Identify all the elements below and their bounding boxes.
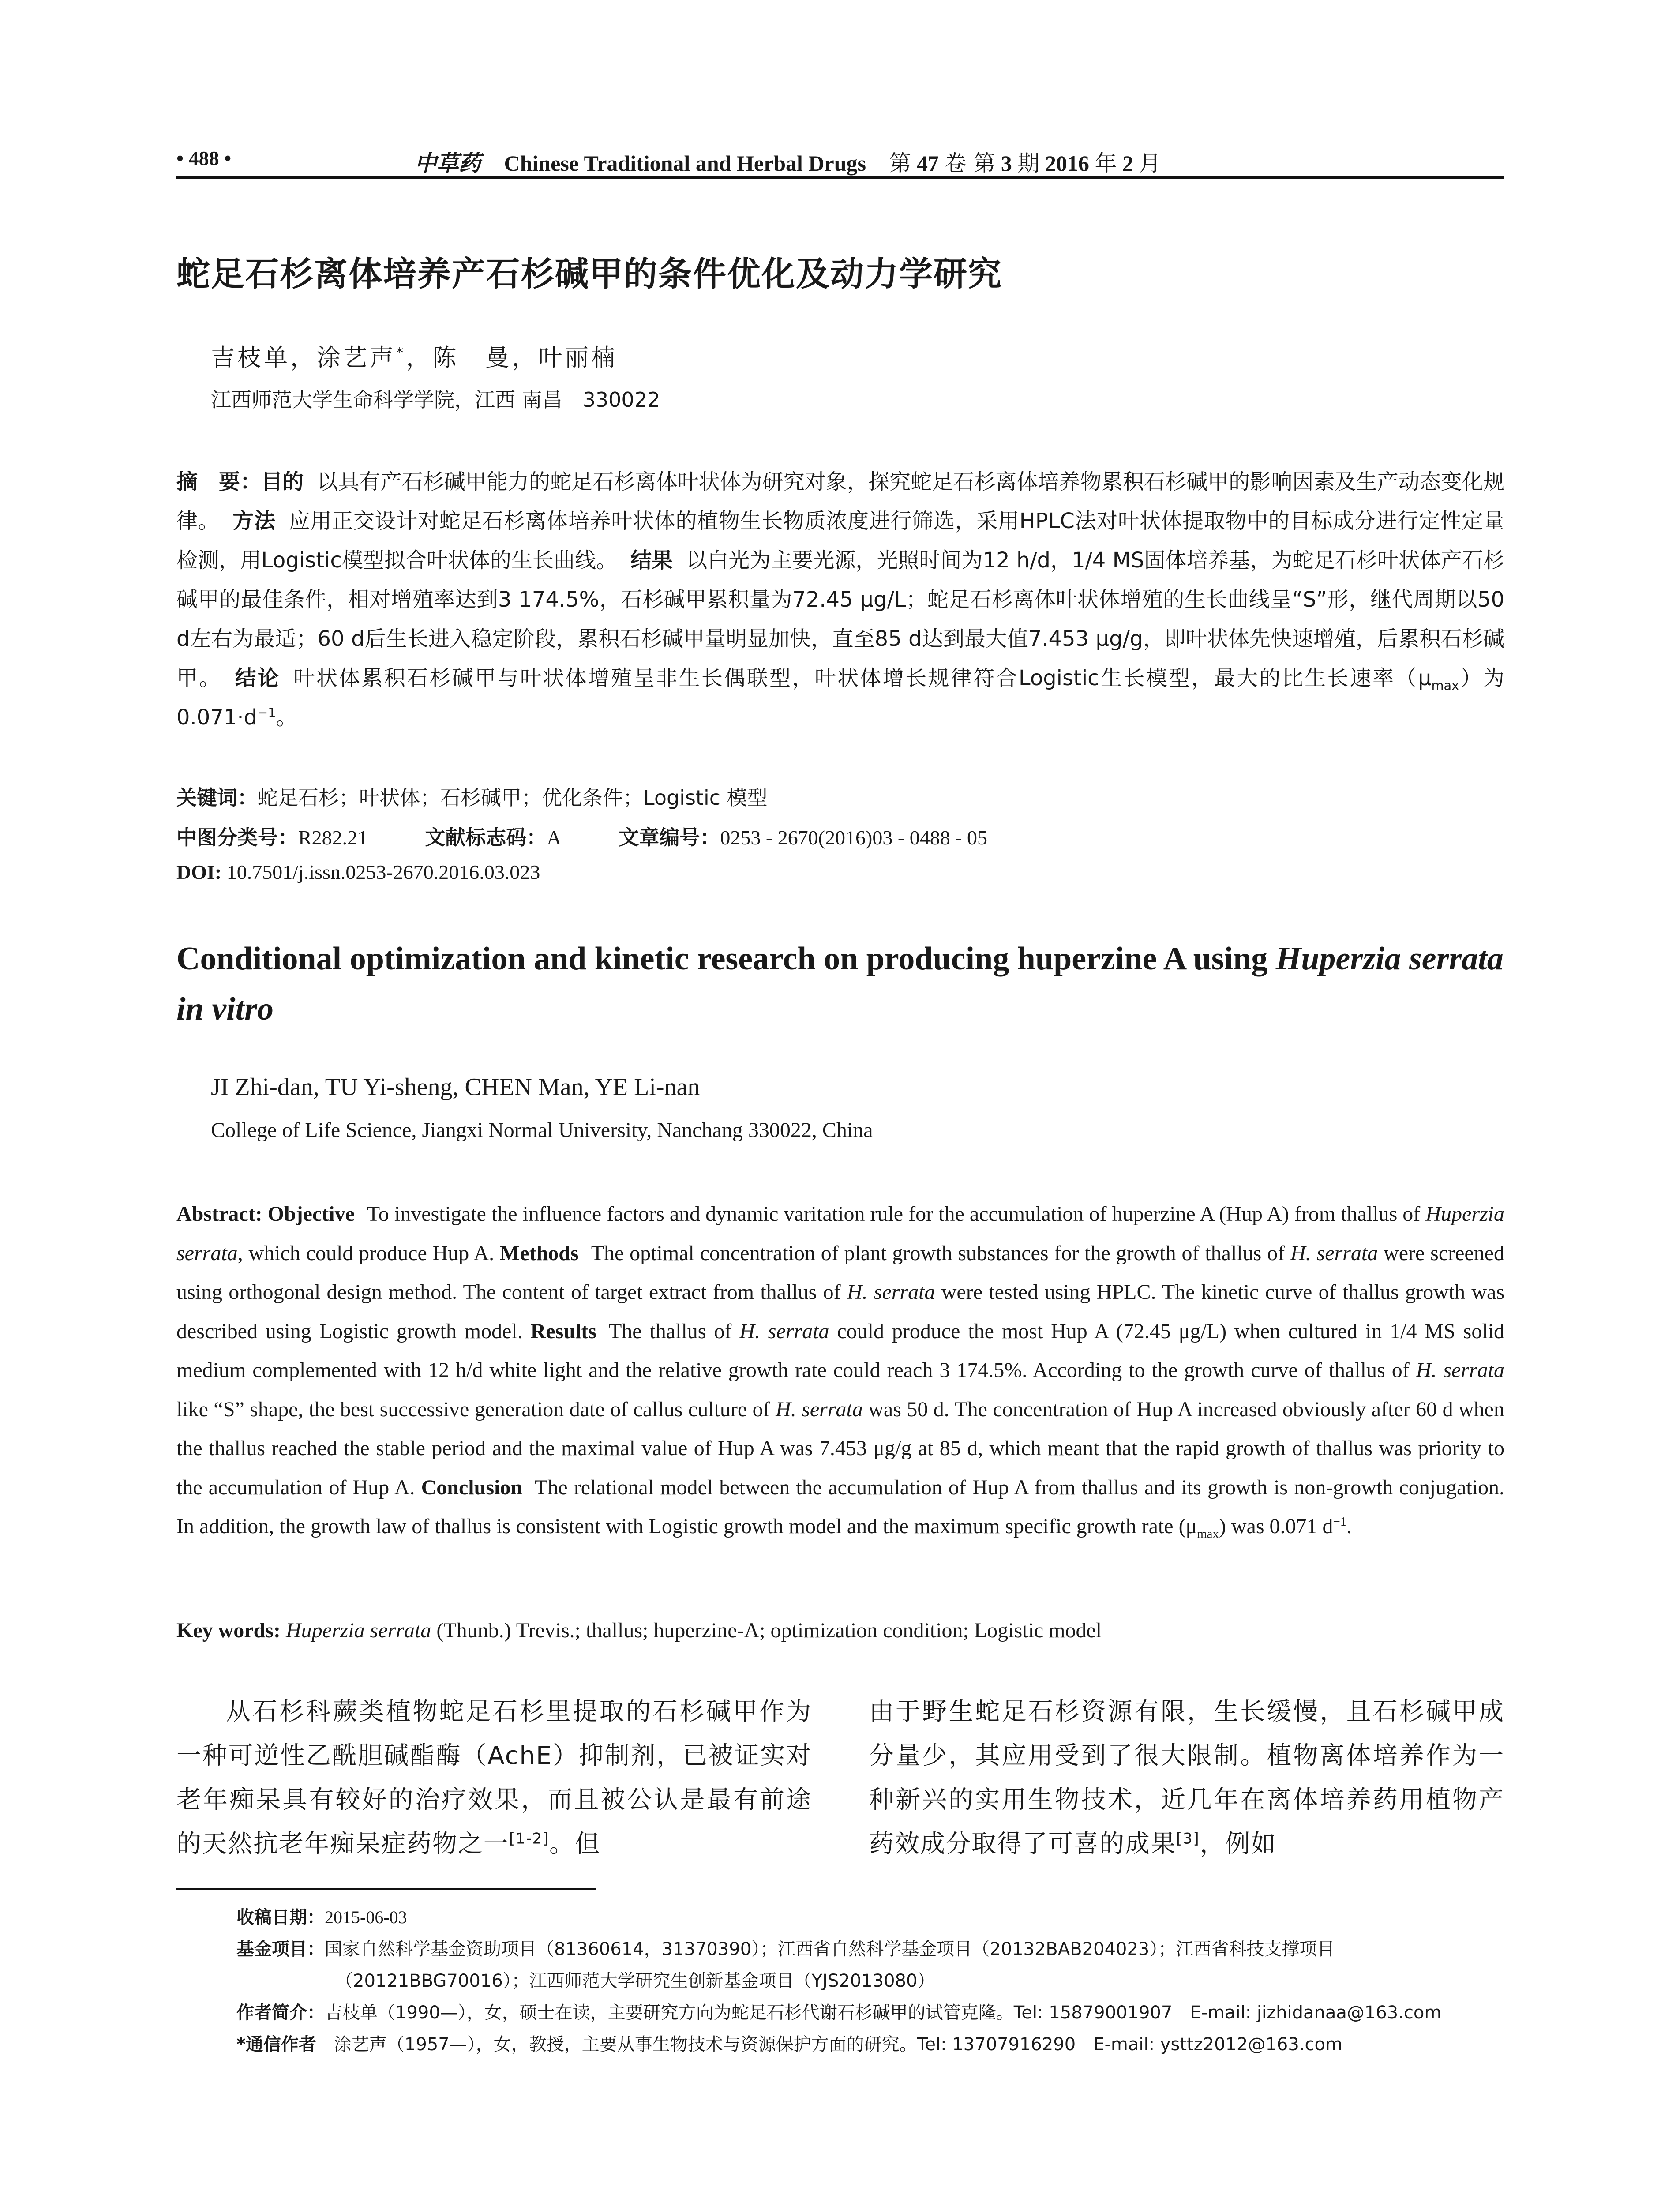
journal-logo: 中草药 — [415, 150, 481, 176]
footnote-received: 收稿日期：2015-06-03 — [236, 1907, 407, 1928]
english-keywords: Key words: Huperzia serrata (Thunb.) Trevis.; thallus; huperzine-A; optimization condition; Logistic model — [176, 1619, 1102, 1642]
abstract-label: 摘 要： — [176, 469, 262, 494]
chinese-affiliation: 江西师范大学生命科学学院，江西 南昌 330022 — [211, 388, 660, 412]
chinese-title: 蛇足石杉离体培养产石杉碱甲的条件优化及动力学研究 — [176, 254, 1002, 293]
body-column-right: 由于野生蛇足石杉资源有限，生长缓慢，且石杉碱甲成分量少，其应用受到了很大限制。植物离体培养作为一种新兴的实用生物技术，近几年在离体培养药用植物产药效成分取得了可喜的成果[3]，例如 — [869, 1697, 1504, 1858]
english-authors: JI Zhi-dan, TU Yi-sheng, CHEN Man, YE Li-nan — [211, 1073, 700, 1101]
english-title: Conditional optimization and kinetic research on producing huperzine A using Huperzia serrata in vitro — [176, 941, 1504, 1027]
chinese-authors: 吉枝单，涂艺声*，陈 曼，叶丽楠 — [211, 344, 618, 371]
english-abstract: Abstract: Objective To investigate the influence factors and dynamic varitation rule for the accumulation of huperzine A (Hup A) from thallus of Huperzia serrata, which could produce Hup A. Methods The optimal concentration of plant growth substances for the growth of thallus of H. serrata were screened using orthogonal design method. The content of target extract from thallus of H. serrata were tested using HPLC. The kinetic curve of thallus growth was described using Logistic growth model. Results The thallus of H. serrata could produce the most Hup A (72.45 μg/L) when cultured in 1/4 MS solid medium complemented with 12 h/d white light and the relative growth rate could reach 3 174.5%. According to the growth curve of thallus of H. serrata like “S” shape, the best successive generation date of callus culture of H. serrata was 50 d. The concentration of Hup A increased obviously after 60 d when the thallus reached the stable period and the maximal value of Hup A was 7.453 μg/g at 85 d, which meant that the rapid growth of thallus was priority to the accumulation of Hup A. Conclusion The relational model between the accumulation of Hup A from thallus and its growth is non-growth conjugation. In addition, the growth law of thallus is consistent with Logistic growth model and the maximum specific growth rate $(\mu_{max})$ was 0.071 $d^{-1}$. — [176, 1202, 1505, 1541]
page-number: • 488 • — [176, 147, 232, 169]
footnote-fund-cont: （20121BBG70016）；江西师范大学研究生创新基金项目（YJS2013080） — [335, 1971, 935, 1991]
journal-name-en: Chinese Traditional and Herbal Drugs — [504, 151, 866, 176]
chinese-abstract: 摘 要：目的 以具有产石杉碱甲能力的蛇足石杉离体叶状体为研究对象，探究蛇足石杉离体培养物累积石杉碱甲的影响因素及生产动态变化规律。 方法 应用正交设计对蛇足石杉离体培养叶状体的植物生长物质浓度进行筛选，采用HPLC法对叶状体提取物中的目标成分进行定性定量检测，用Logistic模型拟合叶状体的生长曲线。 结果 以白光为主要光源，光照时间为12 h/d，1/4 MS固体培养基，为蛇足石杉叶状体产石杉碱甲的最佳条件，相对增殖率达到3 174.5%，石杉碱甲累积量为72.45 μg/L；蛇足石杉离体叶状体增殖的生长曲线呈“S”形，继代周期以50 d左右为最适；60 d后生长进入稳定阶段，累积石杉碱甲量明显加快，直至85 d达到最大值7.453 μg/g，即叶状体先快速增殖，后累积石杉碱甲。 结论 叶状体累积石杉碱甲与叶状体增殖呈非生长偶联型，叶状体增长规律符合Logistic生长模型，最大的比生长速率$(\mu_{max})$为$0.071\cdot d^{-1}$。 — [176, 469, 1504, 730]
footnote-divider — [176, 1888, 596, 1890]
body-column-left: 从石杉科蕨类植物蛇足石杉里提取的石杉碱甲作为一种可逆性乙酰胆碱酯酶（AchE）抑制剂，已被证实对老年痴呆具有较好的治疗效果，而且被公认是最有前途的天然抗老年痴呆症药物之一[1-2]。但 — [176, 1697, 812, 1858]
footnote-fund: 基金项目：国家自然科学基金资助项目（81360614，31370390）；江西省自然科学基金项目（20132BAB204023）；江西省科技支撑项目 — [236, 1939, 1335, 1959]
chinese-keywords: 关键词：蛇足石杉；叶状体；石杉碱甲；优化条件；Logistic 模型 — [176, 786, 768, 810]
footnote-author: 作者简介：吉枝单（1990—），女，硕士在读，主要研究方向为蛇足石杉代谢石杉碱甲的试管克隆。Tel: 15879001907 E-mail: jizhidanaa@163.com — [236, 2003, 1442, 2023]
doi-line: DOI: 10.7501/j.issn.0253-2670.2016.03.023 — [176, 861, 540, 883]
english-affiliation: College of Life Science, Jiangxi Normal University, Nanchang 330022, China — [211, 1118, 873, 1142]
doi-value: 10.7501/j.issn.0253-2670.2016.03.023 — [226, 861, 540, 883]
classification-line: 中图分类号：R282.21 文献标志码：A 文章编号：0253 - 2670(2016)03 - 0488 - 05 — [176, 825, 988, 849]
journal-info: 中草药 Chinese Traditional and Herbal Drugs 第 47 卷 第 3 期 2016 年 2 月 — [415, 150, 1161, 176]
footnote-corresponding: *通信作者 涂艺声（1957—），女，教授，主要从事生物技术与资源保护方面的研究。Tel: 13707916290 E-mail: ysttz2012@163.com — [236, 2034, 1342, 2055]
running-header — [176, 140, 1504, 179]
footnotes — [236, 1902, 1504, 2060]
